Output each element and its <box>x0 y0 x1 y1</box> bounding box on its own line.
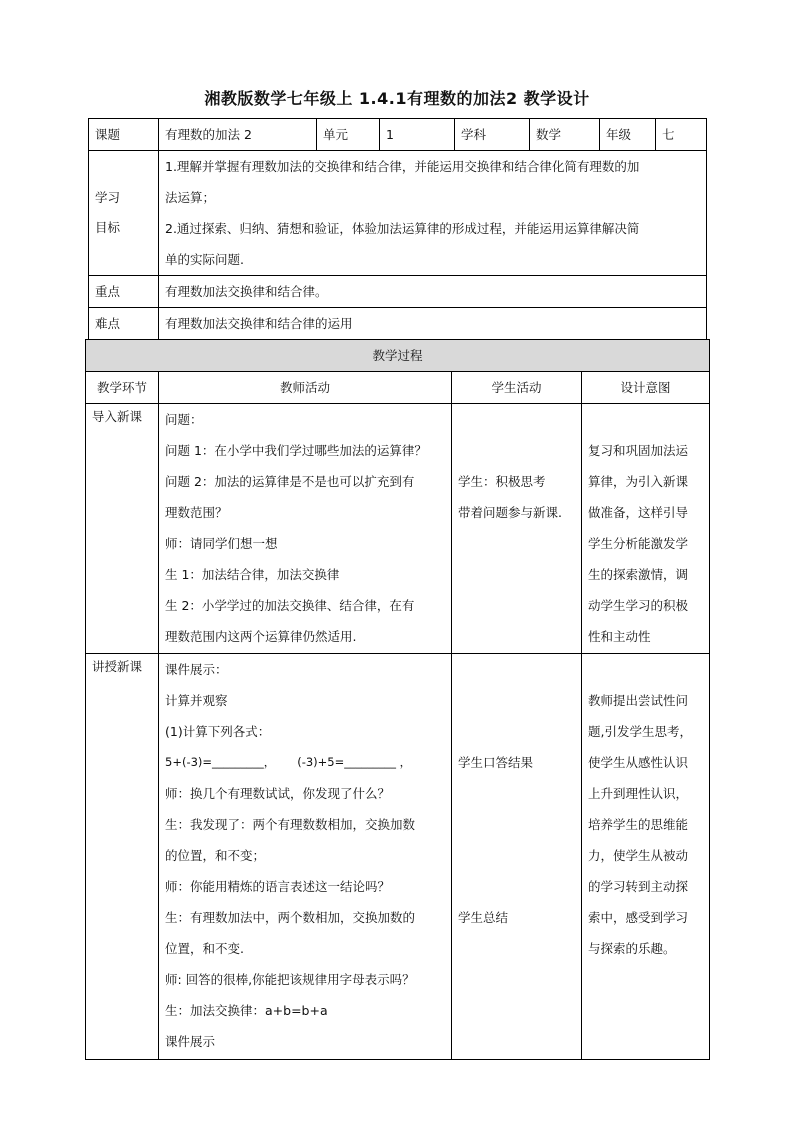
topic-label: 课题 <box>89 119 159 151</box>
subject-label: 学科 <box>455 119 530 151</box>
intent-line: 上升到理性认识， <box>588 786 689 801</box>
col-intent-header: 设计意图 <box>582 372 710 404</box>
objective-line: 1.理解并掌握有理数加法的交换律和结合律，并能运用交换律和结合律化简有理数的加 <box>165 159 640 174</box>
teacher-line: 师：请同学们想一想 <box>165 536 278 551</box>
unit-label: 单元 <box>317 119 380 151</box>
stage-intro: 导入新课 <box>86 404 159 654</box>
stage-new-lesson: 讲授新课 <box>86 654 159 1060</box>
intent-line: 教师提出尝试性问 <box>588 693 689 708</box>
intent-intro <box>582 404 710 654</box>
objective-line: 单的实际问题. <box>165 252 244 267</box>
teacher-line: 生 2：小学学过的加法交换律、结合律，在有 <box>165 598 415 613</box>
subject-value: 数学 <box>530 119 600 151</box>
intent-line: 培养学生的思维能 <box>588 817 689 832</box>
teacher-line: 问题 2：加法的运算律是不是也可以扩充到有 <box>165 474 415 489</box>
document-title: 湘教版数学七年级上 1.4.1有理数的加法2 教学设计 <box>204 89 590 108</box>
objectives-label-line: 目标 <box>95 220 121 235</box>
teacher-line: 生：我发现了：两个有理数数相加，交换加数 <box>165 817 416 832</box>
process-header: 教学过程 <box>86 340 710 372</box>
objectives-label-line: 学习 <box>95 190 121 205</box>
intent-line: 性和主动性 <box>588 629 651 644</box>
intent-line: 索中，感受到学习 <box>588 910 689 925</box>
process-table <box>85 339 710 1060</box>
objective-line: 法运算； <box>165 190 216 205</box>
intent-line: 学生分析能激发学 <box>588 536 689 551</box>
teacher-line: 师：你能用精炼的语言表述这一结论吗？ <box>165 879 391 894</box>
intent-new <box>582 654 710 1060</box>
student-line: 带着问题参与新课. <box>458 505 562 520</box>
difficulty-label: 难点 <box>89 308 159 340</box>
student-activity-intro <box>452 404 582 654</box>
intent-line: 与探索的乐趣。 <box>588 941 676 956</box>
teacher-line: 5+(-3)=_________， (-3)+5=_________ ， <box>165 755 412 769</box>
teacher-line: 课件展示 <box>165 1034 216 1049</box>
student-activity-new <box>452 654 582 1060</box>
difficulty-value: 有理数加法交换律和结合律的运用 <box>159 308 707 340</box>
intent-line: 的学习转到主动探 <box>588 879 689 894</box>
intent-line: 生的探索激情，调 <box>588 567 689 582</box>
teacher-line: 师：换几个有理数试试，你发现了什么？ <box>165 786 391 801</box>
teacher-line: 理数范围？ <box>165 505 228 520</box>
grade-value: 七 <box>656 119 707 151</box>
objectives-label <box>89 151 159 276</box>
unit-value: 1 <box>380 119 455 151</box>
intent-line: 力，使学生从被动 <box>588 848 689 863</box>
intent-line: 算律，为引入新课 <box>588 474 689 489</box>
teacher-line: 理数范围内这两个运算律仍然适用. <box>165 629 357 644</box>
teacher-activity-new <box>159 654 452 1060</box>
teacher-line: 计算并观察 <box>165 693 228 708</box>
intent-line: 使学生从感性认识 <box>588 755 689 770</box>
col-teacher-header: 教师活动 <box>159 372 452 404</box>
teacher-line: (1)计算下列各式： <box>165 724 271 739</box>
teacher-line: 位置，和不变. <box>165 941 244 956</box>
intent-line: 复习和巩固加法运 <box>588 443 689 458</box>
info-table <box>88 118 707 340</box>
intent-line: 动学生学习的积极 <box>588 598 689 613</box>
objective-line: 2.通过探索、归纳、猜想和验证，体验加法运算律的形成过程，并能运用运算律解决简 <box>165 221 640 236</box>
teacher-activity-intro <box>159 404 452 654</box>
col-stage-header: 教学环节 <box>86 372 159 404</box>
teacher-line: 生：有理数加法中，两个数相加，交换加数的 <box>165 910 416 925</box>
teacher-line: 课件展示： <box>165 662 228 677</box>
teacher-line: 问题： <box>165 412 203 427</box>
topic-value: 有理数的加法 2 <box>159 119 317 151</box>
teacher-line: 的位置，和不变； <box>165 848 266 863</box>
grade-label: 年级 <box>600 119 656 151</box>
teacher-line: 师: 回答的很棒,你能把该规律用字母表示吗？ <box>165 972 415 987</box>
teacher-line: 问题 1：在小学中我们学过哪些加法的运算律？ <box>165 443 427 458</box>
key-value: 有理数加法交换律和结合律。 <box>159 276 707 308</box>
student-line: 学生口答结果 <box>458 755 534 770</box>
key-label: 重点 <box>89 276 159 308</box>
teacher-line: 生：加法交换律：a+b=b+a <box>165 1003 328 1018</box>
student-line: 学生：积极思考 <box>458 474 546 489</box>
col-student-header: 学生活动 <box>452 372 582 404</box>
student-line: 学生总结 <box>458 910 509 925</box>
intent-line: 做准备，这样引导 <box>588 505 689 520</box>
teacher-line: 生 1：加法结合律，加法交换律 <box>165 567 340 582</box>
intent-line: 题,引发学生思考， <box>588 724 692 739</box>
objectives-content <box>159 151 707 276</box>
